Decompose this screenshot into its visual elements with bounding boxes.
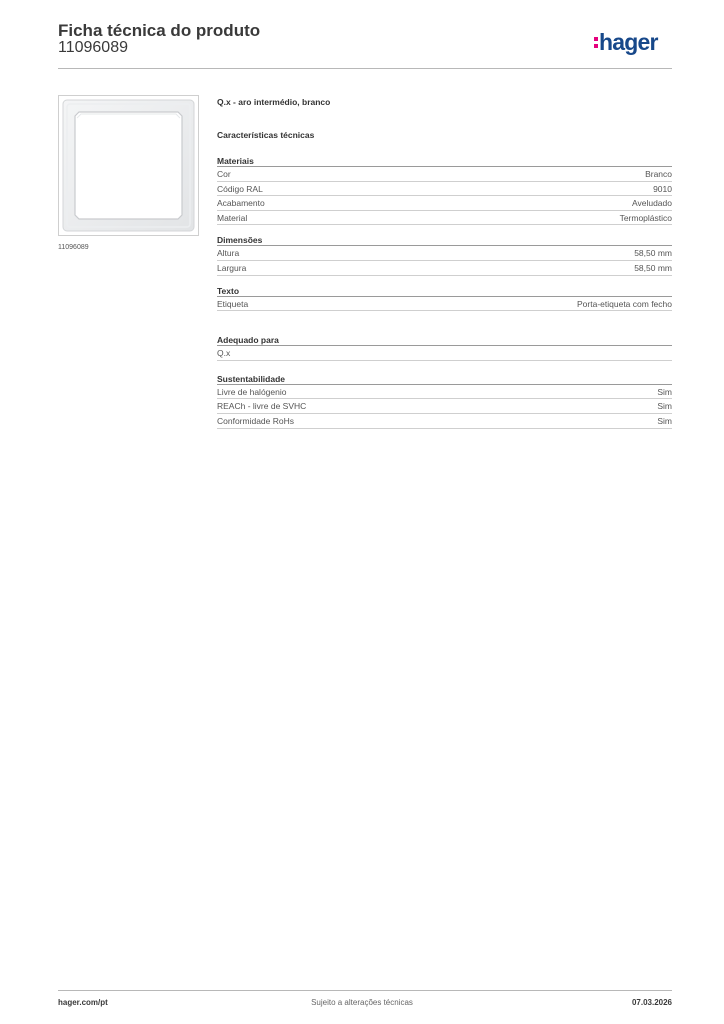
spec-value: Porta-etiqueta com fecho: [577, 298, 672, 309]
spec-row: [217, 182, 672, 197]
section-heading: Texto: [217, 285, 672, 297]
spec-value: Aveludado: [631, 198, 672, 209]
spec-content: [217, 96, 672, 429]
spec-row: [217, 385, 672, 400]
footer-divider: [58, 990, 672, 991]
spec-label: Livre de halógenio: [217, 386, 287, 397]
logo-dots-icon: [594, 37, 598, 48]
spec-row: [217, 211, 672, 226]
spec-value: Sim: [657, 415, 672, 426]
spec-label: Material: [217, 212, 248, 223]
product-code: 11096089: [58, 39, 128, 56]
section-heading: Sustentabilidade: [217, 373, 672, 385]
spec-label: Altura: [217, 248, 240, 259]
section-heading: Materiais: [217, 155, 672, 167]
product-title: Q.x - aro intermédio, branco: [217, 97, 331, 107]
product-image: [58, 95, 199, 236]
document-title: Ficha técnica do produto: [58, 21, 261, 40]
section-heading: Dimensões: [217, 234, 672, 246]
spec-value: Sim: [657, 401, 672, 412]
spec-row: [217, 399, 672, 414]
spec-label: Etiqueta: [217, 298, 249, 309]
spec-label: Acabamento: [217, 198, 265, 209]
spec-label: Q.x: [217, 348, 231, 359]
section-materiais: [217, 155, 672, 225]
spec-label: REACh - livre de SVHC: [217, 401, 307, 412]
spec-value: Branco: [645, 169, 672, 179]
spec-row: [217, 246, 672, 261]
spec-value: 58,50 mm: [634, 262, 672, 273]
logo-text: hager: [599, 28, 658, 55]
spec-label: Largura: [217, 262, 247, 273]
spec-row: [217, 414, 672, 429]
spec-value: Termoplástico: [619, 212, 672, 223]
spec-row: [217, 196, 672, 211]
spec-label: Cor: [217, 169, 231, 179]
spec-row: [217, 261, 672, 276]
spec-value: Sim: [657, 386, 672, 397]
section-dimensoes: [217, 234, 672, 275]
section-adequado-para: [217, 334, 672, 361]
spec-row: [217, 297, 672, 312]
spec-value: 58,50 mm: [634, 248, 672, 259]
spec-row: [217, 167, 672, 182]
footer-date: 07.03.2026: [631, 998, 672, 1007]
spec-row: [217, 346, 672, 361]
footer-website: hager.com/pt: [58, 998, 108, 1007]
spec-label: Código RAL: [217, 183, 263, 194]
tech-heading: Características técnicas: [217, 130, 315, 140]
spec-label: Conformidade RoHs: [217, 415, 295, 426]
section-texto: [217, 285, 672, 312]
section-heading: Adequado para: [217, 334, 672, 346]
hager-logo: [594, 28, 658, 56]
section-sustentabilidade: [217, 373, 672, 429]
frame-illustration-icon: [59, 96, 198, 235]
spec-value: 9010: [653, 183, 672, 194]
header-divider: [58, 68, 672, 69]
image-caption: 11096089: [58, 244, 89, 251]
footer-note: Sujeito a alterações técnicas: [311, 998, 413, 1007]
